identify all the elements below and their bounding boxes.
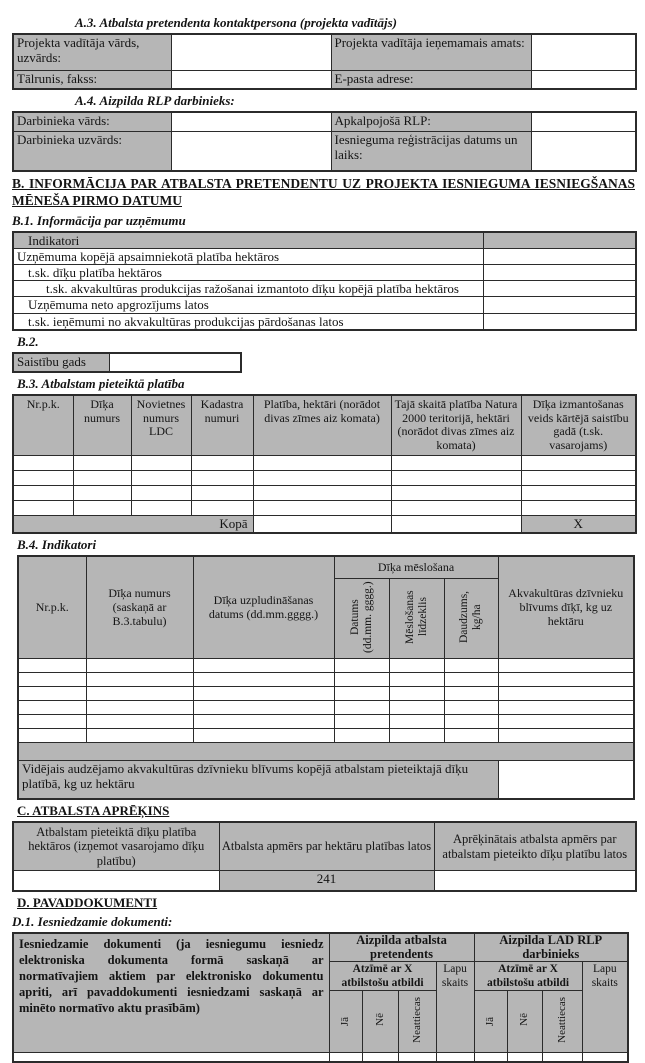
field-value bbox=[531, 34, 636, 70]
indicator-value bbox=[483, 249, 636, 265]
field-value bbox=[109, 353, 241, 372]
empty-cell bbox=[86, 687, 193, 701]
table-row bbox=[13, 112, 636, 131]
empty-cell bbox=[193, 715, 334, 729]
empty-cell bbox=[542, 1052, 582, 1062]
mark-with-x-header: Atzīmē ar X atbilstošu atbildi bbox=[474, 962, 582, 990]
empty-cell bbox=[389, 659, 444, 673]
documents-header-cell: Iesniedzamie dokumenti (ja iesniegumu iesniedz elektroniska dokumenta formā saskaņā ar normatīvajiem aktiem par elektronisko dokumentu apriti, arī pavaddokumenti iesniedzami saskaņā ar minēto normatīvo aktu prasībām) bbox=[13, 933, 329, 1052]
table-b4-indicators bbox=[17, 555, 635, 800]
column-header: Nr.p.k. bbox=[13, 395, 73, 456]
declared-area-value bbox=[13, 871, 219, 891]
total-area-value bbox=[253, 516, 391, 533]
table-row bbox=[13, 456, 636, 471]
empty-cell bbox=[73, 471, 131, 486]
column-header: Akvakultūras dzīvnieku blīvums dīķī, kg uz hektāru bbox=[498, 556, 634, 659]
empty-cell bbox=[334, 701, 389, 715]
empty-cell bbox=[436, 1052, 474, 1062]
empty-cell bbox=[389, 729, 444, 743]
indicator-value bbox=[483, 313, 636, 330]
table-row bbox=[18, 715, 634, 729]
field-label: Apkalpojošā RLP: bbox=[331, 112, 531, 131]
heading-b3: B.3. Atbalstam pieteiktā platība bbox=[17, 375, 185, 391]
table-row bbox=[18, 729, 634, 743]
indicator-value bbox=[483, 265, 636, 281]
heading-c: C. ATBALSTA APRĒĶINS bbox=[17, 802, 170, 818]
empty-cell bbox=[86, 701, 193, 715]
page-count-header: Lapu skaits bbox=[582, 962, 628, 1052]
field-label: Projekta vadītāja ieņemamais amats: bbox=[331, 34, 531, 70]
total-natura-value bbox=[391, 516, 521, 533]
table-row bbox=[13, 265, 636, 281]
empty-cell bbox=[193, 729, 334, 743]
vertical-column-header bbox=[444, 579, 498, 659]
empty-cell bbox=[193, 701, 334, 715]
field-value bbox=[171, 70, 331, 89]
field-label: Darbinieka uzvārds: bbox=[13, 131, 171, 171]
heading-d: D. PAVADDOKUMENTI bbox=[17, 894, 158, 910]
option-yes-header bbox=[329, 990, 362, 1052]
empty-cell bbox=[474, 1052, 507, 1062]
table-b1-indicators bbox=[12, 231, 637, 331]
column-header: Atbalstam pieteiktā dīķu platība hektāros (izņemot vasarojamo dīķu platību) bbox=[13, 822, 219, 871]
option-na-header bbox=[542, 990, 582, 1052]
table-row bbox=[13, 471, 636, 486]
empty-cell bbox=[334, 729, 389, 743]
empty-cell bbox=[13, 501, 73, 516]
average-density-value bbox=[498, 761, 634, 799]
table-b2-commitment-year bbox=[12, 352, 242, 373]
header-row bbox=[13, 822, 636, 871]
empty-cell bbox=[582, 1052, 628, 1062]
table-a3-contact-person bbox=[12, 33, 637, 90]
support-rate-value: 241 bbox=[219, 871, 434, 891]
empty-cell bbox=[253, 471, 391, 486]
table-row bbox=[18, 687, 634, 701]
empty-cell bbox=[521, 456, 636, 471]
heading-b2: B.2. bbox=[17, 333, 39, 349]
empty-cell bbox=[131, 501, 191, 516]
empty-cell bbox=[498, 659, 634, 673]
indicator-label: t.sk. akvakultūras produkcijas ražošanai izmantoto dīķu kopējā platība hektāros bbox=[13, 281, 483, 297]
empty-cell bbox=[193, 673, 334, 687]
total-label: Kopā bbox=[13, 516, 253, 533]
empty-cell bbox=[498, 687, 634, 701]
empty-cell bbox=[389, 701, 444, 715]
empty-cell bbox=[191, 456, 253, 471]
table-b3-declared-area bbox=[12, 394, 637, 534]
table-row bbox=[13, 486, 636, 501]
field-label: Tālrunis, fakss: bbox=[13, 70, 171, 89]
column-header: Aprēķinātais atbalsta apmērs par atbalstam pieteikto dīķu platību latos bbox=[434, 822, 636, 871]
empty-cell bbox=[86, 673, 193, 687]
option-no-label: Nē bbox=[518, 1013, 531, 1027]
empty-cell bbox=[362, 1052, 398, 1062]
field-value bbox=[531, 131, 636, 171]
field-value bbox=[531, 70, 636, 89]
heading-d1: D.1. Iesniedzamie dokumenti: bbox=[12, 913, 173, 929]
table-row bbox=[18, 659, 634, 673]
empty-cell bbox=[13, 486, 73, 501]
field-label: Saistību gads bbox=[13, 353, 109, 372]
column-header: Novietnes numurs LDC bbox=[131, 395, 191, 456]
empty-cell bbox=[329, 1052, 362, 1062]
empty-cell bbox=[521, 501, 636, 516]
column-header: Dīķa numurs (saskaņā ar B.3.tabulu) bbox=[86, 556, 193, 659]
column-header bbox=[483, 232, 636, 249]
empty-cell bbox=[521, 486, 636, 501]
empty-cell bbox=[131, 456, 191, 471]
footer-row bbox=[18, 761, 634, 799]
group-header-lad-rlp: Aizpilda LAD RLP darbinieks bbox=[474, 933, 628, 962]
empty-cell bbox=[398, 1052, 436, 1062]
heading-b4: B.4. Indikatori bbox=[17, 536, 97, 552]
empty-cell bbox=[253, 486, 391, 501]
table-d1-documents bbox=[12, 932, 629, 1063]
empty-cell bbox=[18, 673, 86, 687]
empty-cell bbox=[73, 501, 131, 516]
table-row bbox=[13, 1052, 628, 1062]
total-row bbox=[13, 516, 636, 533]
indicator-value bbox=[483, 281, 636, 297]
empty-cell bbox=[191, 501, 253, 516]
column-header: Atbalsta apmērs par hektāru platības latos bbox=[219, 822, 434, 871]
field-value bbox=[171, 131, 331, 171]
empty-cell bbox=[444, 659, 498, 673]
table-row bbox=[13, 34, 636, 70]
header-row bbox=[18, 556, 634, 579]
field-value bbox=[171, 112, 331, 131]
empty-cell bbox=[191, 486, 253, 501]
empty-cell bbox=[193, 659, 334, 673]
heading-b: B. INFORMĀCIJA PAR ATBALSTA PRETENDENTU UZ PROJEKTA IESNIEGUMA IESNIEGŠANAS MĒNEŠA PIRMO DATUMU bbox=[12, 176, 635, 208]
empty-cell bbox=[391, 456, 521, 471]
vertical-column-header bbox=[389, 579, 444, 659]
empty-cell bbox=[18, 715, 86, 729]
empty-cell bbox=[389, 715, 444, 729]
empty-cell bbox=[521, 471, 636, 486]
option-na-header bbox=[398, 990, 436, 1052]
empty-cell bbox=[13, 471, 73, 486]
empty-cell bbox=[18, 687, 86, 701]
table-row bbox=[13, 297, 636, 313]
empty-cell bbox=[18, 701, 86, 715]
empty-cell bbox=[444, 701, 498, 715]
empty-cell bbox=[191, 471, 253, 486]
table-row bbox=[13, 501, 636, 516]
option-no-header bbox=[507, 990, 542, 1052]
table-row bbox=[18, 701, 634, 715]
column-header: Kadastra numuri bbox=[191, 395, 253, 456]
empty-cell bbox=[507, 1052, 542, 1062]
empty-cell bbox=[131, 471, 191, 486]
empty-cell bbox=[444, 729, 498, 743]
empty-cell bbox=[334, 659, 389, 673]
empty-cell bbox=[13, 1052, 329, 1062]
page-count-header: Lapu skaits bbox=[436, 962, 474, 1052]
table-row bbox=[13, 249, 636, 265]
option-na-label: Neattiecas bbox=[555, 996, 568, 1043]
option-yes-label: Jā bbox=[339, 1016, 352, 1026]
option-no-header bbox=[362, 990, 398, 1052]
option-yes-header bbox=[474, 990, 507, 1052]
empty-cell bbox=[444, 673, 498, 687]
empty-cell bbox=[18, 659, 86, 673]
empty-cell bbox=[193, 687, 334, 701]
field-label: Iesnieguma reģistrācijas datums un laiks: bbox=[331, 131, 531, 171]
column-header: Dīķa uzpludināšanas datums (dd.mm.gggg.) bbox=[193, 556, 334, 659]
empty-cell bbox=[391, 471, 521, 486]
field-value bbox=[531, 112, 636, 131]
empty-cell bbox=[334, 687, 389, 701]
column-header: Indikatori bbox=[13, 232, 483, 249]
empty-cell bbox=[18, 729, 86, 743]
empty-cell bbox=[253, 456, 391, 471]
empty-cell bbox=[391, 486, 521, 501]
vertical-header-label: Daudzums, kg/ha bbox=[458, 591, 484, 644]
column-header: Nr.p.k. bbox=[18, 556, 86, 659]
indicator-label: Uzņēmuma kopējā apsaimniekotā platība hektāros bbox=[13, 249, 483, 265]
field-label: E-pasta adrese: bbox=[331, 70, 531, 89]
empty-cell bbox=[498, 673, 634, 687]
heading-a3: A.3. Atbalsta pretendenta kontaktpersona (projekta vadītājs) bbox=[75, 15, 398, 30]
table-row bbox=[13, 871, 636, 891]
header-row bbox=[13, 933, 628, 962]
option-na-label: Neattiecas bbox=[410, 996, 423, 1043]
column-header: Dīķa izmantošanas veids kārtējā saistību gadā (t.sk. vasarojams) bbox=[521, 395, 636, 456]
table-row bbox=[13, 281, 636, 297]
calculated-support-value bbox=[434, 871, 636, 891]
header-row bbox=[13, 395, 636, 456]
field-label: Darbinieka vārds: bbox=[13, 112, 171, 131]
table-row bbox=[13, 353, 241, 372]
table-c-support-calculation bbox=[12, 821, 637, 892]
empty-cell bbox=[334, 673, 389, 687]
empty-cell bbox=[253, 501, 391, 516]
table-row bbox=[13, 313, 636, 330]
empty-cell bbox=[391, 501, 521, 516]
empty-cell bbox=[73, 456, 131, 471]
empty-cell bbox=[86, 715, 193, 729]
empty-cell bbox=[498, 715, 634, 729]
vertical-header-label: Datums (dd.mm. gggg.) bbox=[348, 581, 374, 654]
option-no-label: Nē bbox=[373, 1013, 386, 1027]
empty-cell bbox=[13, 456, 73, 471]
empty-cell bbox=[334, 715, 389, 729]
empty-cell bbox=[444, 687, 498, 701]
empty-cell bbox=[389, 687, 444, 701]
column-header: Tajā skaitā platība Natura 2000 teritorijā, hektāri (norādot divas zīmes aiz komata) bbox=[391, 395, 521, 456]
empty-cell bbox=[498, 729, 634, 743]
column-header: Dīķa numurs bbox=[73, 395, 131, 456]
indicator-label: t.sk. ieņēmumi no akvakultūras produkcijas pārdošanas latos bbox=[13, 313, 483, 330]
vertical-header-label: Mēslošanas līdzeklis bbox=[403, 590, 429, 645]
indicator-label: Uzņēmuma neto apgrozījums latos bbox=[13, 297, 483, 313]
empty-cell bbox=[444, 715, 498, 729]
field-value bbox=[171, 34, 331, 70]
table-row bbox=[13, 232, 636, 249]
empty-cell bbox=[389, 673, 444, 687]
table-row bbox=[13, 70, 636, 89]
option-yes-label: Jā bbox=[484, 1016, 497, 1026]
heading-b1: B.1. Informācija par uzņēmumu bbox=[12, 212, 186, 228]
vertical-column-header bbox=[334, 579, 389, 659]
mark-with-x-header: Atzīmē ar X atbilstošu atbildi bbox=[329, 962, 436, 990]
table-a4-rlp-employee bbox=[12, 111, 637, 172]
separator-band bbox=[18, 743, 634, 761]
table-row bbox=[13, 131, 636, 171]
heading-a4: A.4. Aizpilda RLP darbinieks: bbox=[75, 93, 235, 108]
group-header-applicant: Aizpilda atbalsta pretendents bbox=[329, 933, 474, 962]
group-header: Dīķa mēslošana bbox=[334, 556, 498, 579]
empty-cell bbox=[73, 486, 131, 501]
average-density-label: Vidējais audzējamo akvakultūras dzīvnieku blīvums kopējā atbalstam pieteiktajā dīķu platībā, kg uz hektāru bbox=[18, 761, 498, 799]
empty-cell bbox=[131, 486, 191, 501]
empty-cell bbox=[86, 659, 193, 673]
indicator-value bbox=[483, 297, 636, 313]
indicator-label: t.sk. dīķu platība hektāros bbox=[13, 265, 483, 281]
separator-row bbox=[18, 743, 634, 761]
column-header: Platība, hektāri (norādot divas zīmes aiz komata) bbox=[253, 395, 391, 456]
empty-cell bbox=[498, 701, 634, 715]
table-row bbox=[18, 673, 634, 687]
empty-cell bbox=[86, 729, 193, 743]
field-label: Projekta vadītāja vārds, uzvārds: bbox=[13, 34, 171, 70]
total-x-mark: X bbox=[521, 516, 636, 533]
